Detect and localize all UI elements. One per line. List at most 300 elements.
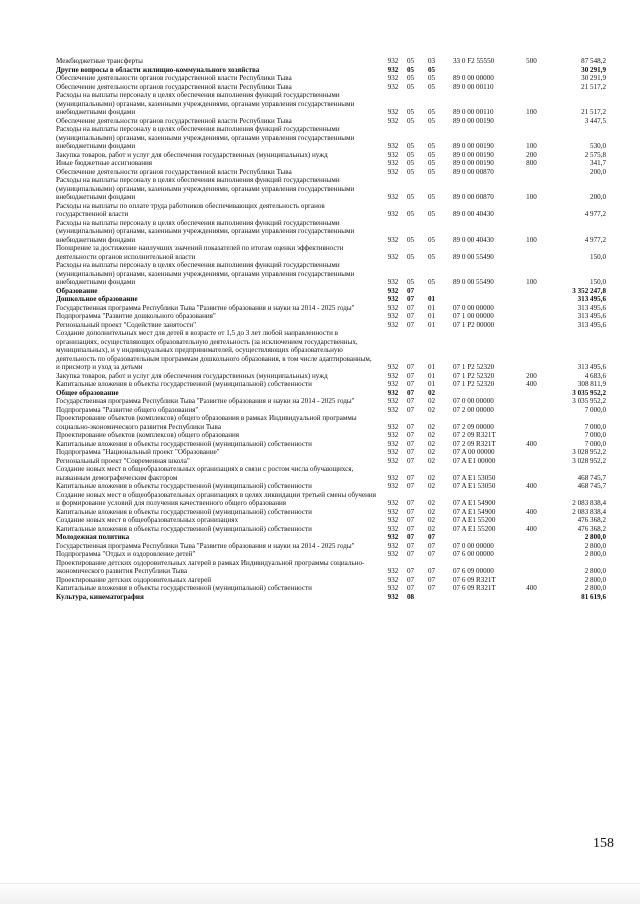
row-ved-code: 932: [387, 499, 399, 507]
row-section-code: 07: [406, 448, 415, 456]
row-ved-code: 932: [387, 142, 399, 150]
table-row: [56, 559, 606, 576]
table-row: [56, 389, 606, 398]
row-section-code: 07: [406, 397, 415, 405]
row-target-article-code: 89 0 00 00190: [453, 159, 494, 167]
row-ved-code: 932: [387, 159, 399, 167]
row-name: Проектирование объектов (комплексов) общего образования в рамках Индивидуальной программы социально-экономического развития Республики Тыва: [56, 414, 357, 431]
row-amount: 3 028 952,2: [572, 456, 606, 465]
row-section-code: 05: [406, 142, 415, 150]
row-subsection-code: 02: [427, 439, 436, 448]
row-expense-type-code: 100: [526, 193, 537, 201]
row-amount: 2 800,0: [584, 533, 606, 541]
row-name: Создание новых мест в общеобразовательных организациях в связи с ростом числа обучающихся, вызванным демографическим фактором: [56, 465, 354, 482]
row-target-article-code: 07 6 09 R321T: [453, 584, 496, 592]
row-target-article-code: 07 A E1 55200: [453, 524, 496, 533]
row-name: Государственная программа Республики Тыва "Развитие образования и науки на 2014 - 2025 годы": [56, 303, 355, 312]
row-ved-code: 932: [387, 439, 399, 448]
row-section-code: 07: [406, 388, 415, 397]
row-section-code: 05: [406, 150, 415, 159]
row-ved-code: 932: [387, 431, 399, 439]
row-amount: 7 000,0: [584, 422, 606, 431]
row-expense-type-code: [521, 295, 542, 304]
row-ved-code: 932: [387, 278, 399, 286]
row-expense-type-code: [521, 516, 542, 525]
row-amount: 30 291,9: [581, 74, 606, 82]
row-expense-type-code: [521, 465, 542, 482]
row-name: Подпрограмма "Развитие общего образования": [56, 405, 199, 414]
row-subsection-code: 07: [427, 541, 436, 550]
row-target-article-code: [443, 66, 521, 75]
budget-table: [56, 57, 606, 601]
row-subsection-code: 02: [427, 388, 436, 397]
row-ved-code: 932: [387, 312, 399, 320]
table-row: [56, 542, 606, 551]
row-ved-code: 932: [387, 371, 399, 380]
table-row: [56, 372, 606, 381]
row-amount: 476 368,2: [577, 516, 606, 524]
row-section-code: 07: [406, 320, 415, 329]
row-name: Расходы на выплаты персоналу в целях обеспечения выполнения функций государственными (муниципальными) органами, казенными учреждениями, органами управления государственными внебюджетными фондами: [56, 261, 355, 286]
row-section-code: 07: [406, 405, 415, 414]
row-section-code: 07: [406, 371, 415, 380]
table-row: [56, 448, 606, 457]
scan-bottom-edge: [0, 883, 640, 904]
row-expense-type-code: 100: [526, 278, 537, 286]
row-expense-type-code: [521, 66, 542, 75]
row-amount: 4 977,2: [584, 210, 606, 218]
row-name: Капитальные вложения в объекты государственной (муниципальной) собственности: [56, 482, 312, 490]
row-target-article-code: 07 1 00 00000: [453, 312, 494, 320]
row-amount: 21 517,2: [581, 108, 606, 116]
row-name: Государственная программа Республики Тыва "Развитие образования и науки на 2014 - 2025 годы": [56, 397, 355, 405]
row-ved-code: 932: [387, 167, 399, 176]
row-ved-code: 932: [387, 320, 399, 329]
row-subsection-code: 02: [427, 405, 436, 414]
row-name: Расходы на выплаты персоналу в целях обеспечения выполнения функций государственными (муниципальными) органами, казенными учреждениями, органами управления государственными внебюджетными фондами: [56, 218, 355, 244]
row-amount: 313 495,6: [577, 312, 606, 320]
row-amount: 2 083 838,4: [572, 507, 606, 516]
row-section-code: 07: [406, 507, 415, 516]
table-row: [56, 168, 606, 177]
row-amount: 4 683,6: [584, 371, 606, 380]
row-name: Обеспечение деятельности органов государственной власти Республики Тыва: [56, 82, 292, 91]
row-expense-type-code: 100: [526, 142, 537, 150]
row-section-code: 07: [406, 550, 415, 558]
row-target-article-code: 07 2 00 00000: [453, 405, 494, 414]
row-subsection-code: 01: [427, 363, 436, 371]
row-target-article-code: 33 0 F2 55550: [453, 57, 495, 65]
row-amount: 81 619,6: [581, 592, 606, 601]
table-row: [56, 125, 606, 151]
table-row: [56, 584, 606, 593]
row-name: Капитальные вложения в объекты государственной (муниципальной) собственности: [56, 439, 312, 448]
row-expense-type-code: 400: [526, 524, 537, 533]
row-ved-code: 932: [387, 108, 399, 116]
row-ved-code: 932: [387, 252, 399, 261]
row-section-code: 07: [406, 575, 415, 584]
row-ved-code: 932: [387, 363, 399, 371]
row-target-article-code: [443, 533, 521, 542]
table-row: [56, 261, 606, 287]
row-subsection-code: 05: [427, 252, 436, 261]
row-name: Закупка товаров, работ и услуг для обеспечения государственных (муниципальных) нужд: [56, 371, 328, 380]
row-target-article-code: [443, 295, 521, 304]
row-subsection-code: 05: [427, 159, 436, 167]
row-expense-type-code: [521, 329, 542, 372]
row-subsection-code: 05: [427, 74, 436, 82]
row-target-article-code: 89 0 00 55490: [453, 278, 494, 286]
row-target-article-code: 07 0 00 00000: [453, 541, 494, 550]
row-subsection-code: 07: [427, 567, 436, 575]
row-section-code: 07: [406, 584, 415, 592]
row-expense-type-code: [521, 457, 542, 466]
table-row: [56, 117, 606, 126]
row-expense-type-code: [521, 550, 542, 559]
row-name: Закупка товаров, работ и услуг для обеспечения государственных (муниципальных) нужд: [56, 150, 328, 159]
row-target-article-code: 07 2 09 R321T: [453, 431, 496, 439]
table-row: [56, 491, 606, 508]
row-ved-code: 932: [387, 456, 399, 465]
budget-table-body: [56, 57, 606, 601]
row-expense-type-code: 400: [526, 482, 537, 490]
row-target-article-code: 07 0 00 00000: [453, 397, 494, 405]
table-row: [56, 321, 606, 330]
row-section-code: 05: [406, 108, 415, 116]
row-ved-code: 932: [387, 584, 399, 592]
row-expense-type-code: 400: [526, 439, 537, 448]
row-name: Подпрограмма "Национальный проект "Образование": [56, 448, 220, 456]
row-target-article-code: 07 A E1 00000: [453, 456, 496, 465]
row-subsection-code: 02: [427, 482, 436, 490]
row-target-article-code: [443, 593, 521, 602]
row-amount: 476 368,2: [577, 524, 606, 533]
row-expense-type-code: 400: [526, 584, 537, 592]
row-section-code: 07: [406, 533, 415, 541]
row-name: Создание новых мест в общеобразовательных организациях: [56, 516, 239, 524]
row-expense-type-code: [521, 244, 542, 261]
row-amount: 530,0: [590, 142, 606, 150]
row-section-code: 07: [406, 567, 415, 575]
row-section-code: 07: [406, 482, 415, 490]
row-section-code: 05: [406, 74, 415, 82]
row-ved-code: 932: [387, 507, 399, 516]
row-expense-type-code: [521, 593, 542, 602]
row-amount: 3 447,5: [584, 116, 606, 125]
row-section-code: 08: [406, 592, 415, 601]
row-target-article-code: 07 A E1 53050: [453, 482, 496, 490]
row-section-code: 05: [406, 116, 415, 125]
row-target-article-code: 89 0 00 55490: [453, 252, 494, 261]
row-section-code: 05: [406, 65, 415, 74]
row-name: Государственная программа Республики Тыва "Развитие образования и науки на 2014 - 2025 годы": [56, 541, 355, 550]
row-expense-type-code: 800: [526, 159, 537, 167]
row-ved-code: 932: [387, 210, 399, 218]
page-number: 158: [593, 836, 614, 851]
row-target-article-code: 07 1 P2 52320: [453, 380, 495, 388]
row-expense-type-code: 100: [526, 108, 537, 116]
row-target-article-code: 07 1 P2 00000: [453, 320, 495, 329]
row-subsection-code: 02: [427, 397, 436, 405]
row-name: Расходы на выплаты персоналу в целях обеспечения выполнения функций государственными (муниципальными) органами, казенными учреждениями, органами управления государственными внебюджетными фондами: [56, 91, 355, 116]
row-ved-code: 932: [387, 235, 399, 244]
row-ved-code: 932: [387, 193, 399, 201]
table-row: [56, 287, 606, 296]
row-subsection-code: 05: [427, 167, 436, 176]
row-subsection-code: 05: [427, 193, 436, 201]
row-target-article-code: 07 A E1 55200: [453, 516, 496, 524]
row-name: Создание новых мест в общеобразовательных организациях в целях ликвидации третьей смены обучения и формирование условий для получения качественного общего образования: [56, 490, 376, 507]
row-subsection-code: 07: [427, 575, 436, 584]
row-amount: 200,0: [590, 167, 606, 176]
row-subsection-code: 02: [427, 456, 436, 465]
row-subsection-code: 05: [427, 150, 436, 159]
row-amount: 7 000,0: [584, 405, 606, 414]
row-name: Расходы на выплаты персоналу в целях обеспечения выполнения функций государственными (муниципальными) органами, казенными учреждениями, органами управления государственными внебюджетными фондами: [56, 125, 355, 150]
row-target-article-code: 89 0 00 00110: [453, 82, 494, 91]
row-expense-type-code: [521, 117, 542, 126]
row-expense-type-code: [521, 312, 542, 321]
row-name: Межбюджетные трансферты: [56, 57, 143, 65]
row-subsection-code: 05: [427, 108, 436, 116]
row-ved-code: 932: [387, 473, 399, 482]
row-ved-code: 932: [387, 397, 399, 405]
row-amount: 2 800,0: [584, 575, 606, 584]
table-row: [56, 312, 606, 321]
row-subsection-code: 02: [427, 499, 436, 507]
row-amount: 468 745,7: [577, 482, 606, 490]
row-subsection-code: 05: [427, 235, 436, 244]
row-section-code: 07: [406, 431, 415, 439]
row-expense-type-code: [521, 576, 542, 585]
row-expense-type-code: [521, 397, 542, 406]
table-row: [56, 482, 606, 491]
table-row: [56, 304, 606, 313]
row-ved-code: 932: [387, 388, 399, 397]
table-row: [56, 593, 606, 602]
table-row: [56, 57, 606, 66]
row-subsection-code: 01: [427, 303, 436, 312]
row-target-article-code: 07 A 00 00000: [453, 448, 495, 456]
row-subsection-code: 02: [427, 516, 436, 524]
table-row: [56, 159, 606, 168]
row-target-article-code: 89 0 00 00190: [453, 142, 494, 150]
row-target-article-code: 07 A E1 53050: [453, 473, 496, 482]
table-row: [56, 151, 606, 160]
row-name: Другие вопросы в области жилищно-коммунального хозяйства: [56, 65, 260, 74]
row-ved-code: 932: [387, 405, 399, 414]
row-name: Молодежная политика: [56, 533, 130, 541]
row-amount: 313 495,6: [577, 303, 606, 312]
row-name: Подпрограмма "Отдых и оздоровление детей": [56, 550, 196, 558]
row-name: Обеспечение деятельности органов государственной власти Республики Тыва: [56, 167, 292, 176]
row-name: Поощрение за достижение наилучших значений показателей по итогам оценки эффективности деятельности органов исполнительной власти: [56, 244, 344, 261]
table-row: [56, 525, 606, 534]
table-row: [56, 74, 606, 83]
row-expense-type-code: [521, 83, 542, 92]
row-section-code: 05: [406, 278, 415, 286]
row-ved-code: 932: [387, 567, 399, 575]
row-target-article-code: 89 0 00 00870: [453, 167, 494, 176]
row-section-code: 05: [406, 210, 415, 218]
row-amount: 3 035 952,2: [572, 397, 606, 405]
row-ved-code: 932: [387, 74, 399, 82]
row-ved-code: 932: [387, 57, 399, 65]
row-amount: 7 000,0: [584, 439, 606, 448]
row-target-article-code: 89 0 00 00110: [453, 108, 494, 116]
row-subsection-code: 05: [427, 82, 436, 91]
row-ved-code: 932: [387, 82, 399, 91]
row-target-article-code: 89 0 00 40430: [453, 235, 494, 244]
row-target-article-code: 07 6 09 00000: [453, 567, 494, 575]
row-subsection-code: 02: [427, 524, 436, 533]
row-amount: 30 291,9: [581, 65, 606, 74]
row-name: Проектирование детских оздоровительных лагерей: [56, 575, 212, 584]
row-ved-code: 932: [387, 422, 399, 431]
table-row: [56, 176, 606, 202]
row-ved-code: 932: [387, 150, 399, 159]
row-name: Иные бюджетные ассигнования: [56, 159, 153, 167]
row-target-article-code: 07 2 09 R321T: [453, 439, 496, 448]
row-target-article-code: 07 2 09 00000: [453, 422, 494, 431]
row-section-code: 07: [406, 499, 415, 507]
row-target-article-code: 07 1 P2 52320: [453, 363, 495, 371]
row-subsection-code: 05: [427, 116, 436, 125]
table-row: [56, 295, 606, 304]
row-amount: 308 811,9: [577, 380, 606, 388]
row-expense-type-code: [521, 168, 542, 177]
row-section-code: 05: [406, 193, 415, 201]
row-name: Подпрограмма "Развитие дошкольного образования": [56, 312, 216, 320]
row-subsection-code: 01: [427, 295, 436, 303]
row-name: Расходы на выплаты персоналу в целях обеспечения выполнения функций государственными (муниципальными) органами, казенными учреждениями, органами управления государственными внебюджетными фондами: [56, 176, 355, 201]
row-amount: 150,0: [590, 252, 606, 261]
row-subsection-code: 01: [427, 312, 436, 320]
row-expense-type-code: [521, 431, 542, 440]
row-expense-type-code: 200: [526, 150, 537, 159]
row-amount: 2 083 838,4: [572, 499, 606, 507]
row-amount: 341,7: [590, 159, 606, 167]
row-amount: 2 800,0: [584, 584, 606, 592]
row-subsection-code: 01: [427, 371, 436, 380]
row-expense-type-code: [521, 287, 542, 296]
row-expense-type-code: [521, 389, 542, 398]
row-expense-type-code: [521, 491, 542, 508]
row-name: Проектирование объектов (комплексов) общего образования: [56, 431, 240, 439]
row-ved-code: 932: [387, 303, 399, 312]
row-subsection-code: 05: [427, 210, 436, 218]
row-expense-type-code: 400: [526, 507, 537, 516]
row-name: Культура, кинематография: [56, 592, 144, 601]
row-expense-type-code: [521, 448, 542, 457]
row-subsection-code: 02: [427, 422, 436, 431]
row-section-code: 07: [406, 363, 415, 371]
row-section-code: 07: [406, 541, 415, 550]
table-row: [56, 380, 606, 389]
row-amount: 3 035 952,2: [572, 388, 606, 397]
row-section-code: 07: [406, 439, 415, 448]
row-subsection-code: [420, 593, 443, 602]
row-target-article-code: [443, 287, 521, 296]
row-ved-code: 932: [387, 592, 399, 601]
row-name: Капитальные вложения в объекты государственной (муниципальной) собственности: [56, 584, 312, 592]
row-target-article-code: 89 0 00 00190: [453, 116, 494, 125]
table-row: [56, 329, 606, 372]
row-amount: 3 028 952,2: [572, 448, 606, 456]
row-ved-code: 932: [387, 550, 399, 558]
row-expense-type-code: 400: [526, 380, 537, 388]
row-amount: 7 000,0: [584, 431, 606, 439]
row-name: Региональный проект "Современная школа": [56, 456, 190, 465]
row-amount: 313 495,6: [577, 320, 606, 329]
row-section-code: 05: [406, 159, 415, 167]
row-amount: 2 800,0: [584, 567, 606, 575]
row-subsection-code: 01: [427, 380, 436, 388]
row-expense-type-code: 100: [526, 235, 537, 244]
row-section-code: 07: [406, 524, 415, 533]
row-amount: 2 575,8: [584, 150, 606, 159]
row-ved-code: 932: [387, 448, 399, 456]
row-amount: 2 800,0: [584, 550, 606, 558]
row-name: Капитальные вложения в объекты государственной (муниципальной) собственности: [56, 380, 312, 388]
row-subsection-code: 01: [427, 320, 436, 329]
table-row: [56, 516, 606, 525]
row-section-code: 07: [406, 380, 415, 388]
row-subsection-code: 02: [427, 431, 436, 439]
row-amount: 313 495,6: [577, 295, 606, 303]
table-row: [56, 457, 606, 466]
row-amount: 87 548,2: [581, 57, 606, 65]
row-expense-type-code: [521, 321, 542, 330]
row-name: Образование: [56, 286, 98, 295]
row-subsection-code: 03: [427, 57, 436, 65]
row-amount: 150,0: [590, 278, 606, 286]
table-row: [56, 219, 606, 245]
row-section-code: 07: [406, 456, 415, 465]
row-amount: 3 352 247,8: [572, 286, 606, 295]
row-name: Региональный проект "Содействие занятости": [56, 320, 197, 329]
table-row: [56, 465, 606, 482]
row-section-code: 07: [406, 422, 415, 431]
row-ved-code: 932: [387, 516, 399, 524]
row-name: Расходы на выплаты по оплате труда работников обеспечивающих деятельность органов государственной власти: [56, 201, 325, 218]
row-expense-type-code: [521, 406, 542, 415]
row-section-code: 07: [406, 473, 415, 482]
row-ved-code: 932: [387, 575, 399, 584]
row-target-article-code: 07 0 00 00000: [453, 303, 494, 312]
row-subsection-code: 07: [427, 584, 436, 592]
row-ved-code: 932: [387, 533, 399, 541]
row-target-article-code: 07 1 P2 52320: [453, 371, 495, 380]
table-row: [56, 66, 606, 75]
row-section-code: 07: [406, 286, 415, 295]
row-expense-type-code: 500: [526, 57, 537, 65]
row-subsection-code: 05: [427, 65, 436, 74]
row-section-code: 05: [406, 235, 415, 244]
row-name: Обеспечение деятельности органов государственной власти Республики Тыва: [56, 74, 292, 82]
row-name: Капитальные вложения в объекты государственной (муниципальной) собственности: [56, 524, 312, 533]
row-target-article-code: 07 A E1 54900: [453, 499, 496, 507]
table-row: [56, 202, 606, 219]
table-row: [56, 83, 606, 92]
row-ved-code: 932: [387, 65, 399, 74]
row-ved-code: 932: [387, 295, 399, 303]
row-name: Дошкольное образование: [56, 295, 138, 303]
row-target-article-code: [443, 389, 521, 398]
row-subsection-code: 02: [427, 473, 436, 482]
row-name: Капитальные вложения в объекты государственной (муниципальной) собственности: [56, 507, 312, 516]
table-row: [56, 397, 606, 406]
